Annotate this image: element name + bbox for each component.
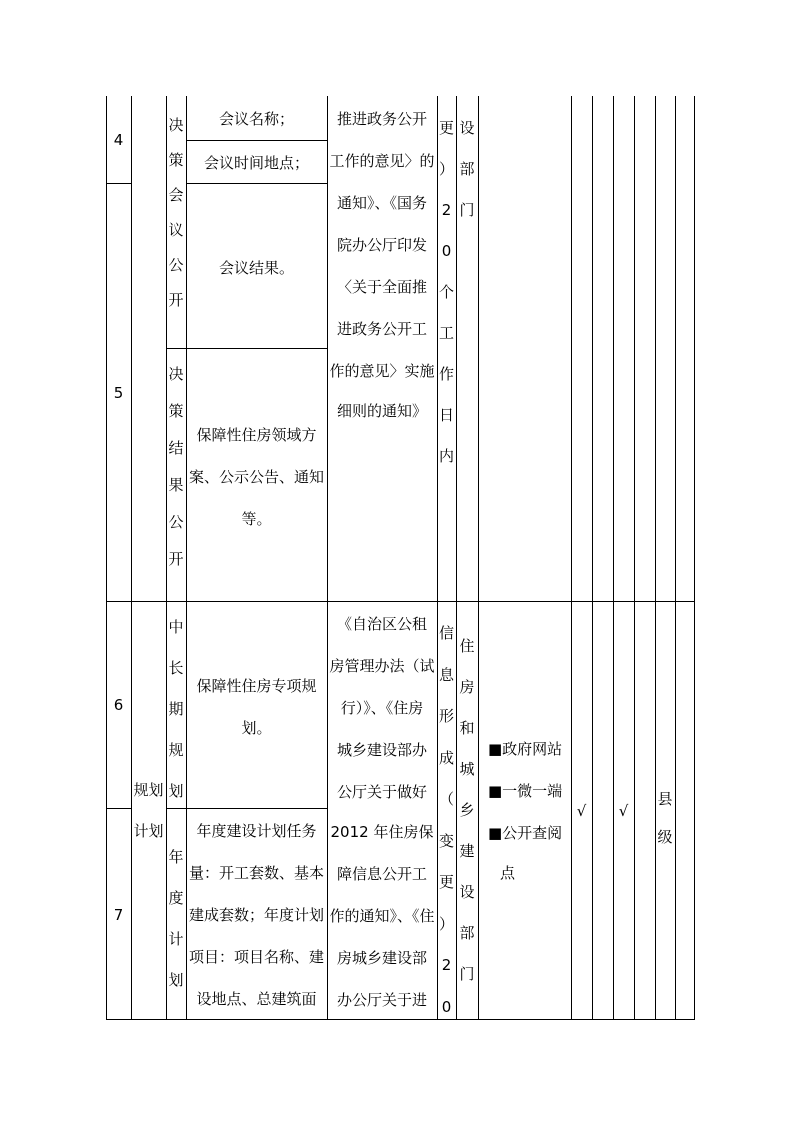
content-meeting-time: 会议时间地点； xyxy=(203,154,309,172)
basis-line: 房管理办法（试 xyxy=(329,657,435,675)
content-result-line: 保障性住房领域方 xyxy=(196,426,317,444)
grid-line xyxy=(186,183,327,184)
basis-line: 公厅关于做好 xyxy=(336,783,427,801)
timing-block: 信 息 形 成 （ 变 更 ） 2 0 xyxy=(438,624,454,1016)
check-mark: √ xyxy=(576,802,587,820)
grid-line xyxy=(166,348,327,349)
row-number: 6 xyxy=(113,696,124,714)
grid-line xyxy=(106,601,695,602)
grid-line xyxy=(478,96,479,1020)
basis-line: 障信息公开工 xyxy=(336,865,427,883)
content-result-line: 案、公示公告、通知 xyxy=(188,468,324,486)
content-annual-line: 项目：项目名称、建 xyxy=(188,948,324,966)
category-decision-meeting: 决 策 会 议 公 开 xyxy=(168,116,184,309)
grid-line xyxy=(634,96,635,1020)
basis-line: 行）》、《住房 xyxy=(340,699,424,717)
check-mark: √ xyxy=(618,802,629,820)
content-plan-line: 保障性住房专项规 xyxy=(196,677,317,695)
grid-line xyxy=(571,96,572,1020)
grid-line xyxy=(106,1019,695,1020)
grid-line xyxy=(675,96,676,1020)
content-plan-line: 划。 xyxy=(241,719,272,737)
row-number: 7 xyxy=(113,906,124,924)
grid-line xyxy=(694,96,695,1020)
basis-line: 〈关于全面推 xyxy=(336,278,427,296)
content-annual-line: 设地点、总建筑面 xyxy=(196,990,317,1008)
grid-line xyxy=(186,140,327,141)
basis-line: 《自治区公租 xyxy=(336,615,427,633)
basis-line: 工作的意见〉的 xyxy=(329,152,435,170)
basis-line: 作的通知》、《住 xyxy=(329,907,435,925)
content-meeting-result: 会议结果。 xyxy=(218,259,294,277)
grid-line xyxy=(592,96,593,1020)
level-text: 县 级 xyxy=(657,790,673,846)
basis-line: 办公厅关于进 xyxy=(336,991,427,1009)
channel-item: ■一微一端 xyxy=(488,782,563,800)
category-annual-plan: 年 度 计 划 xyxy=(168,848,184,989)
basis-line: 房城乡建设部 xyxy=(336,949,427,967)
basis-line: 2012 年住房保 xyxy=(330,823,434,841)
channel-item: 点 xyxy=(500,864,516,882)
category-decision-result: 决 策 结 果 公 开 xyxy=(168,365,184,568)
grid-line xyxy=(131,96,132,1020)
subject-block: 设 部 门 xyxy=(459,119,475,219)
basis-line: 细则的通知》 xyxy=(336,402,427,420)
grid-line xyxy=(166,808,327,809)
subject-block: 住 房 和 城 乡 建 设 部 门 xyxy=(459,637,475,983)
basis-line: 推进政务公开 xyxy=(336,110,427,128)
channel-item: ■政府网站 xyxy=(488,740,563,758)
group-label: 计划 xyxy=(133,822,164,840)
content-annual-line: 建成套数；年度计划 xyxy=(188,906,324,924)
grid-line xyxy=(106,96,107,1020)
basis-line: 通知》、《国务 xyxy=(336,194,427,212)
row-number: 5 xyxy=(113,384,124,402)
basis-line: 作的意见〉实施 xyxy=(329,362,435,380)
content-annual-line: 量：开工套数、基本 xyxy=(188,864,324,882)
basis-line: 城乡建设部办 xyxy=(336,741,427,759)
timing-block: 更 ） 2 0 个 工 作 日 内 xyxy=(438,119,454,465)
content-meeting-name: 会议名称； xyxy=(218,110,294,128)
grid-line xyxy=(613,96,614,1020)
content-result-line: 等。 xyxy=(241,510,272,528)
content-annual-line: 年度建设计划任务 xyxy=(196,822,317,840)
grid-line xyxy=(106,183,131,184)
channel-item: ■公开查阅 xyxy=(488,824,563,842)
category-mid-long-plan: 中 长 期 规 划 xyxy=(168,618,184,800)
basis-line: 院办公厅印发 xyxy=(336,236,427,254)
grid-line xyxy=(106,808,131,809)
grid-line xyxy=(655,96,656,1020)
basis-line: 进政务公开工 xyxy=(336,320,427,338)
group-label: 规划 xyxy=(133,781,164,799)
row-number: 4 xyxy=(113,131,124,149)
